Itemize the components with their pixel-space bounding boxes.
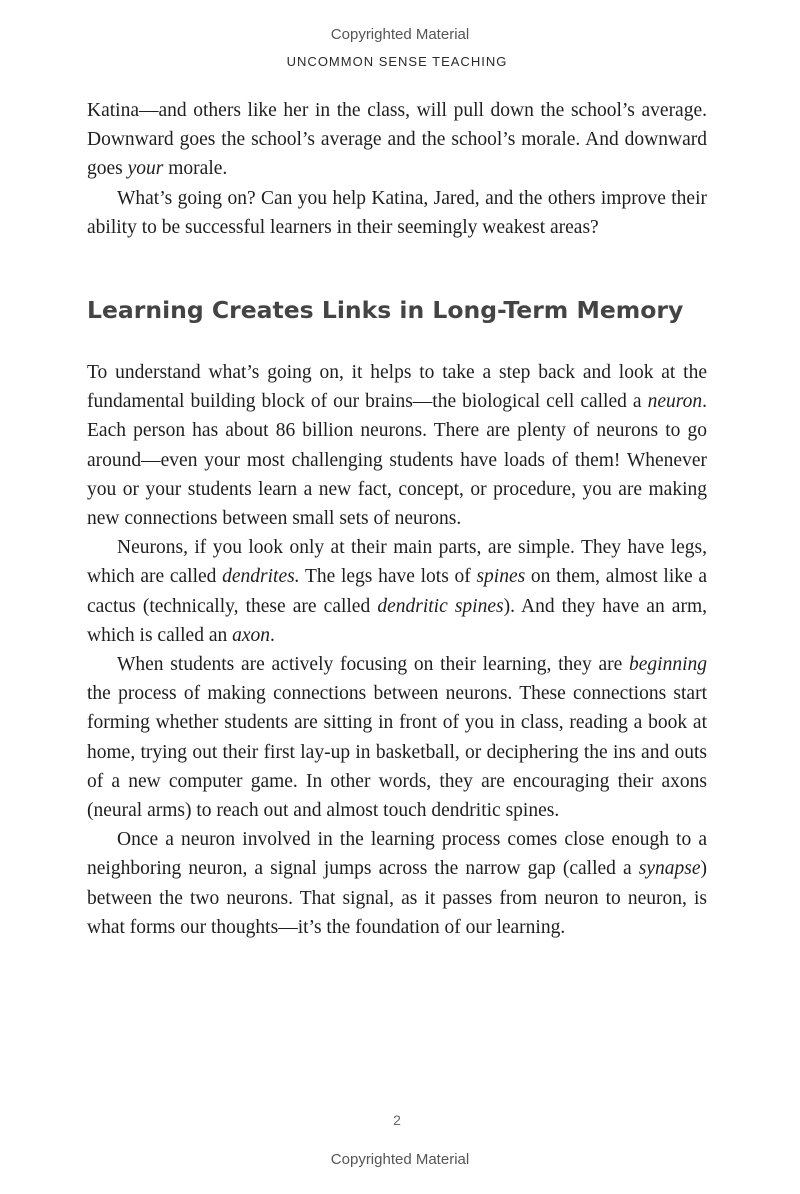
paragraph: Once a neuron involved in the learning process comes close enough to a neighboring neuron, a signal jumps across the narrow gap (called a synapse) between the two neurons. That signal, as it passes from neuron to neuron, is what forms our thoughts—it’s the foundation of our learning. xyxy=(87,829,707,938)
paragraph: To understand what’s going on, it helps to take a step back and look at the fundamental building block of our brains—the biological cell called a neuron. Each person has about 86 billion neurons. There are plenty of neurons to go around—even your most challenging students have loads of them! Whenever you or your students learn a new fact, concept, or procedure, you are making new connections between small sets of neurons. xyxy=(87,362,707,530)
running-head: UNCOMMON SENSE TEACHING xyxy=(286,54,508,69)
copyright-watermark-top: Copyrighted Material xyxy=(330,26,470,43)
paragraph: What’s going on? Can you help Katina, Jared, and the others improve their ability to be successful learners in their seemingly weakest areas? xyxy=(87,187,707,238)
paragraph: Katina—and others like her in the class, will pull down the school’s average. Downward goes the school’s average and the school’s morale. And downward goes your morale. xyxy=(87,100,707,180)
section-heading: Learning Creates Links in Long-Term Memory xyxy=(87,296,684,324)
paragraph: Neurons, if you look only at their main parts, are simple. They have legs, which are called dendrites. The legs have lots of spines on them, almost like a cactus (technically, these are called dendritic spines). And they have an arm, which is called an axon. xyxy=(87,537,707,646)
section-text-block xyxy=(87,358,707,942)
intro-text-block xyxy=(87,96,707,242)
paragraph: When students are actively focusing on their learning, they are beginning the process of making connections between neurons. These connections start forming whether students are sitting in front of you in class, reading a book at home, trying out their first lay-up in basketball, or deciphering the ins and outs of a new computer game. In other words, they are encouraging their axons (neural arms) to reach out and almost touch dendritic spines. xyxy=(87,654,707,822)
page-number: 2 xyxy=(393,1112,401,1128)
copyright-watermark-bottom: Copyrighted Material xyxy=(330,1151,470,1168)
